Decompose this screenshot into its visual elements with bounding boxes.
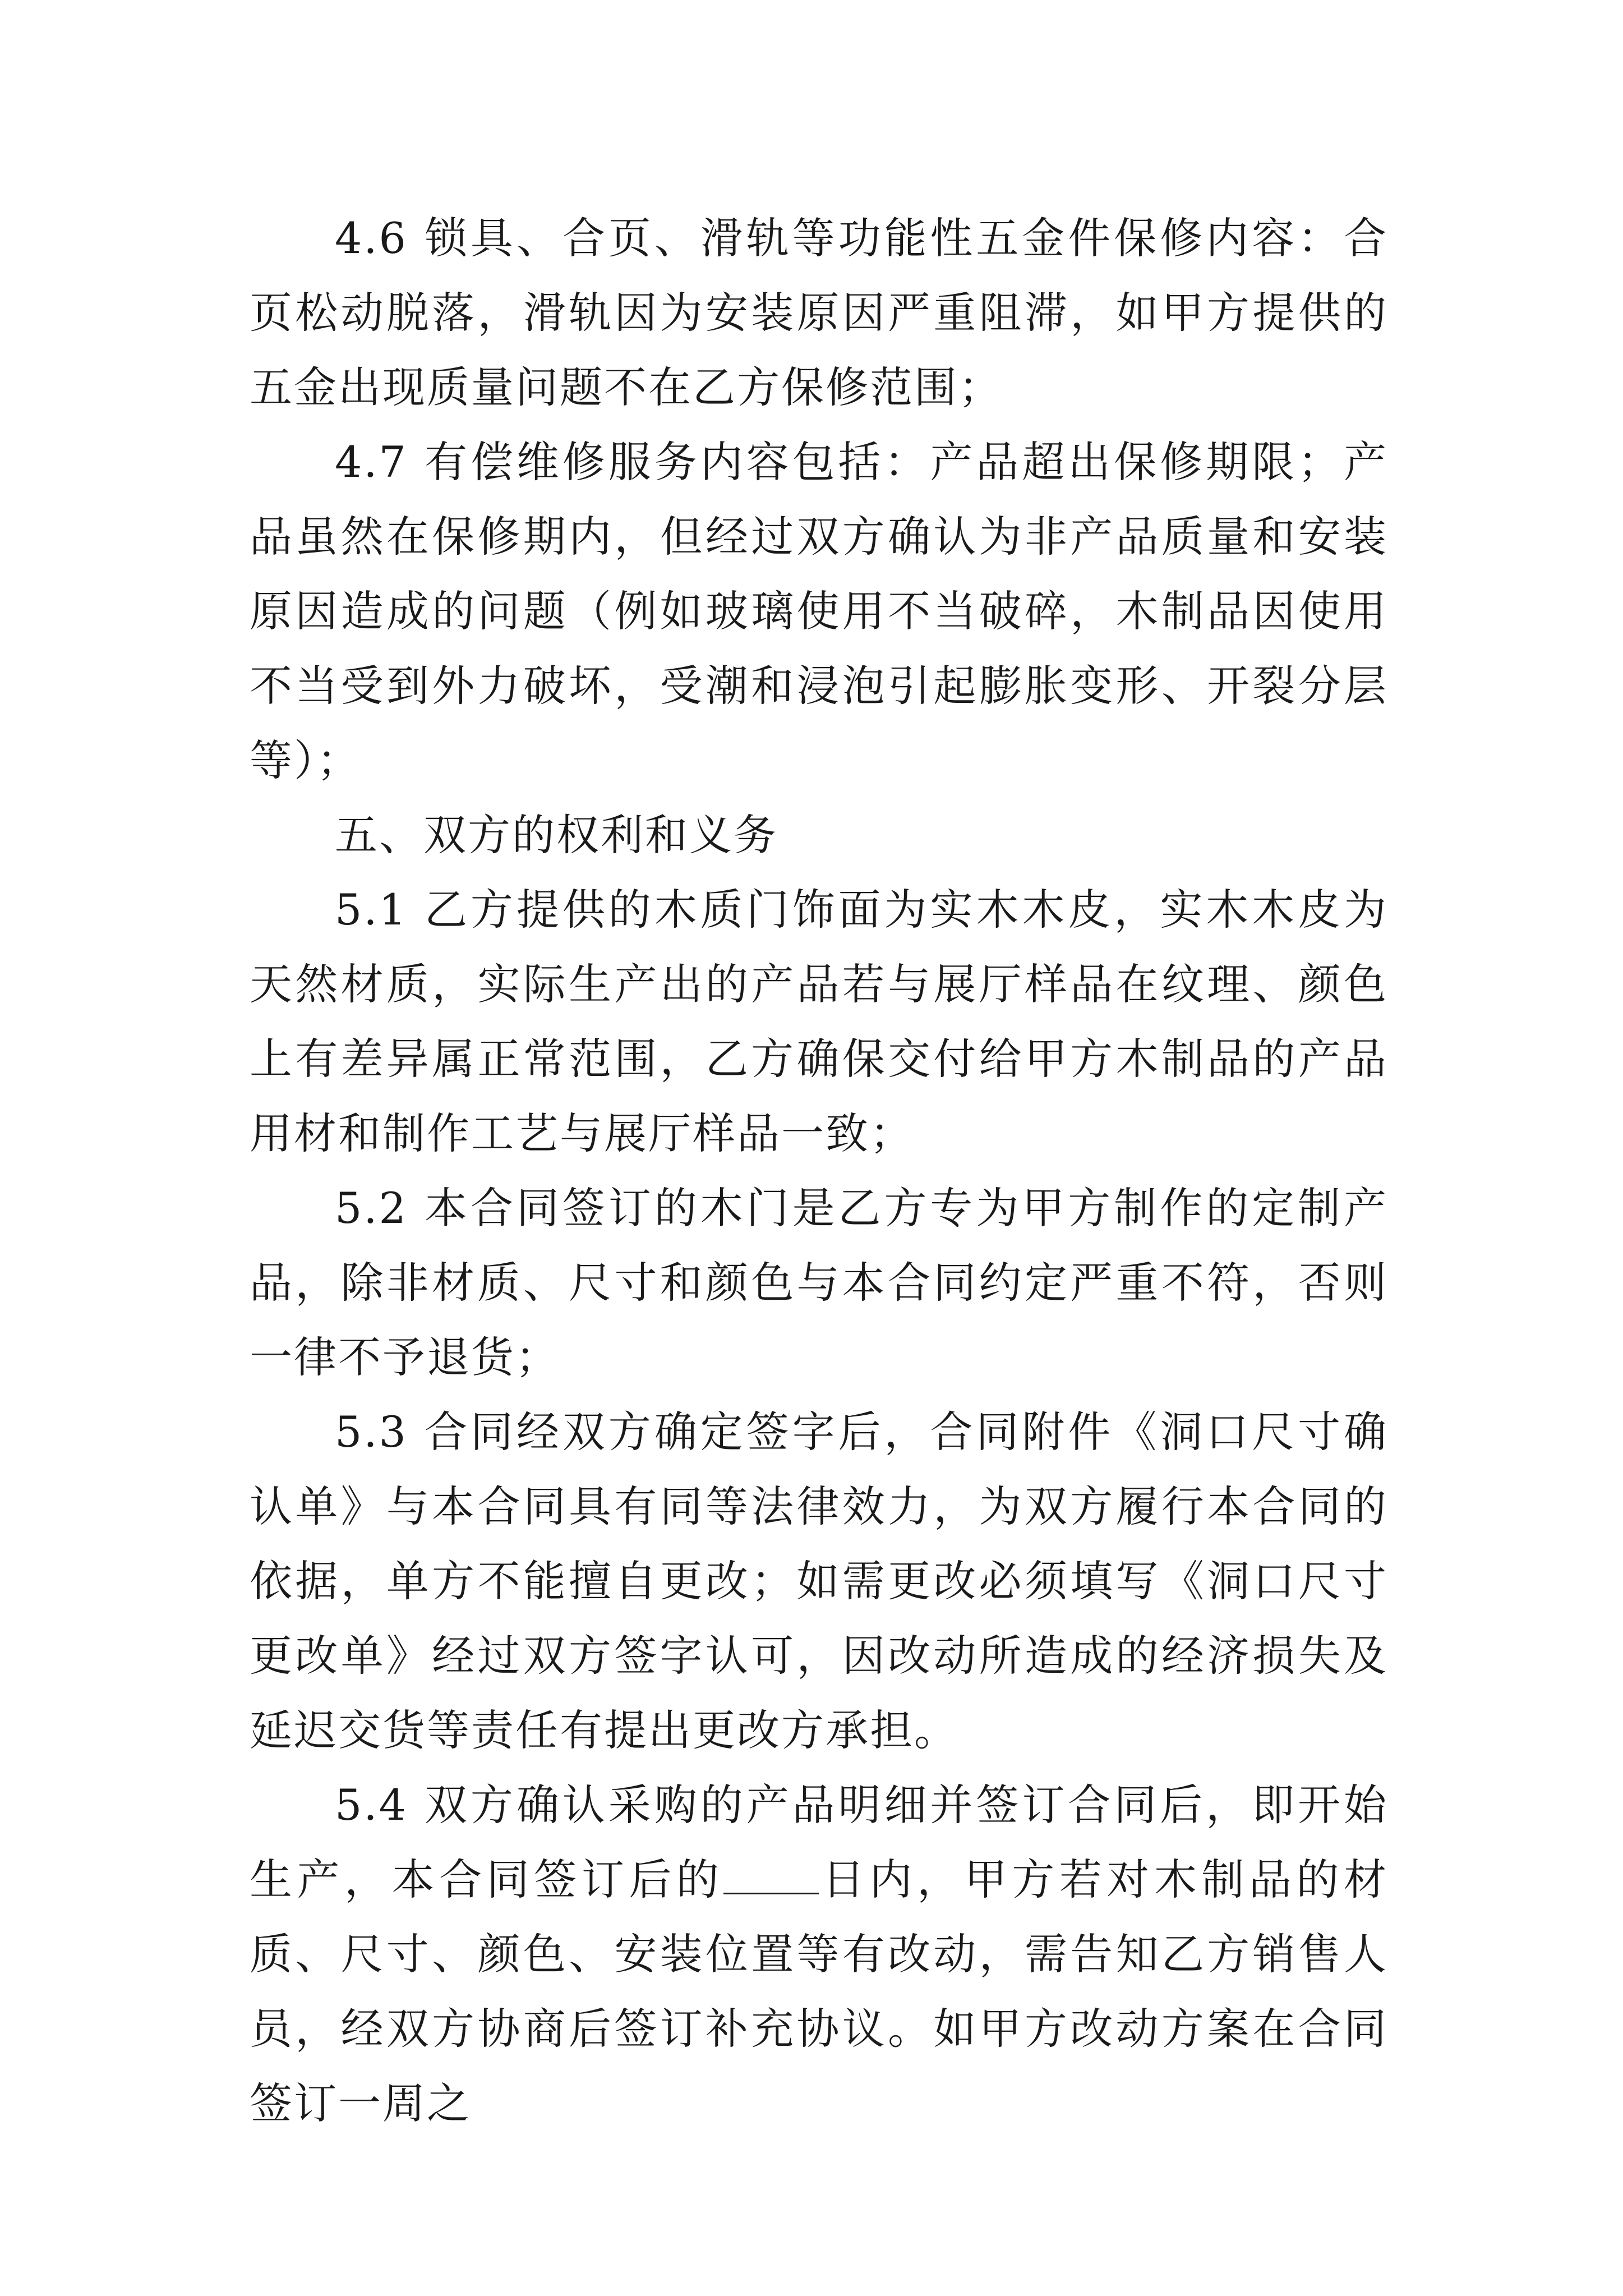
clause-5-4-after-blank: 日内，甲方若对木制品的材质、尺寸、颜色、安装位置等有改动，需告知乙方销售人员，经双方协商后签订补充协议。如甲方改动方案在合同签订一周之 [250, 1855, 1389, 2128]
clause-5-4-before-blank: 5.4 双方确认采购的产品明细并签订合同后，即开始生产，本合同签订后的 [250, 1780, 1388, 1904]
clause-5-1: 5.1 乙方提供的木质门饰面为实木木皮，实木木皮为天然材质，实际生产出的产品若与展厅样品在纹理、颜色上有差异属正常范围，乙方确保交付给甲方木制品的产品用材和制作工艺与展厅样品一致； [250, 885, 1388, 1158]
clause-5-2: 5.2 本合同签订的木门是乙方专为甲方制作的定制产品，除非材质、尺寸和颜色与本合同约定严重不符，否则一律不予退货； [250, 1183, 1388, 1382]
section-5-heading: 五、双方的权利和义务 [335, 810, 778, 860]
clause-4-7: 4.7 有偿维修服务内容包括：产品超出保修期限；产品虽然在保修期内，但经过双方确认为非产品质量和安装原因造成的问题（例如玻璃使用不当破碎，木制品因使用不当受到外力破坏，受潮和浸泡引起膨胀变形、开裂分层等）； [250, 437, 1388, 785]
clause-5-3: 5.3 合同经双方确定签字后，合同附件《洞口尺寸确认单》与本合同具有同等法律效力，为双方履行本合同的依据，单方不能擅自更改；如需更改必须填写《洞口尺寸更改单》经过双方签字认可，因改动所造成的经济损失及延迟交货等责任有提出更改方承担。 [250, 1407, 1388, 1755]
fill-in-blank [723, 1855, 819, 1894]
clause-5-4 [250, 1768, 1388, 2141]
document-body [250, 201, 1388, 2141]
clause-4-6: 4.6 锁具、合页、滑轨等功能性五金件保修内容：合页松动脱落，滑轨因为安装原因严重阻滞，如甲方提供的五金出现质量问题不在乙方保修范围； [250, 213, 1388, 412]
